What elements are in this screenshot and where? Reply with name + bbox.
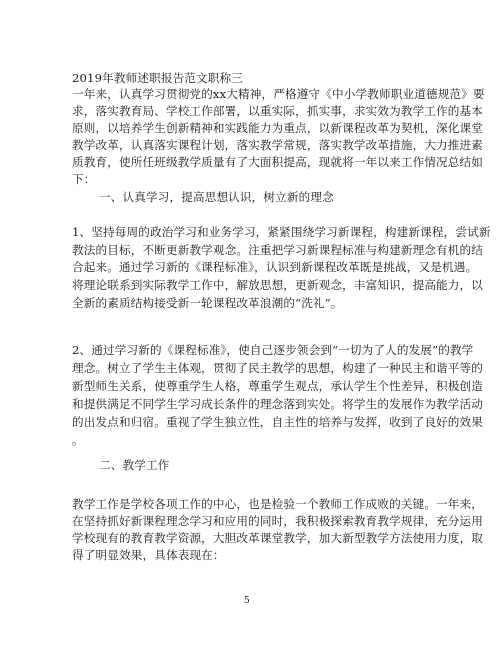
section2-line: 得了明显效果，具体表现在： xyxy=(72,548,225,562)
item1-line: 将理论联系到实际教学工作中，解放思想，更新观念，丰富知识，提高能力，以 xyxy=(72,278,484,292)
item1-line: 1、坚持每周的政治学习和业务学习，紧紧围绕学习新课程，构建新课程，尝试新 xyxy=(72,225,491,239)
intro-line: 求，落实教育局、学校工作部署，以重实际，抓实事，求实效为教学工作的基本 xyxy=(72,104,484,118)
item1-line: 合起来。通过学习新的《课程标准》，认识到新课程改革既是挑战，又是机遇。 xyxy=(72,260,478,274)
section2-line: 学校现有的教育教学资源，大胆改革课堂教学，加大新型教学方法使用力度，取 xyxy=(72,531,484,545)
intro-line: 一年来，认真学习贯彻党的xx大精神，严格遵守《中小学教师职业道德规范》要 xyxy=(72,87,485,101)
item2-line: 和提供满足不同学生学习成长条件的理念落到实处。将学生的发展作为教学活动 xyxy=(72,397,484,411)
item2-line: 理念。树立了学生主体观，贯彻了民主教学的思想，构建了一种民主和谐平等的 xyxy=(72,361,484,375)
item2-line: 2、通过学习新的《课程标准》，使自己逐步领会到“一切为了人的发展”的教学 xyxy=(72,343,474,357)
item1-line: 教法的目标，不断更新教学观念。注重把学习新课程标准与构建新理念有机的结 xyxy=(72,243,484,257)
item1-line: 全新的素质结构接受新一轮课程改革浪潮的“洗礼”。 xyxy=(72,296,343,310)
section2-line: 教学工作是学校各项工作的中心，也是检验一个教师工作成败的关键。一年来， xyxy=(72,497,484,511)
page-number: 5 xyxy=(244,596,250,606)
section-heading-1: 一、认真学习，提高思想认识，树立新的理念 xyxy=(99,190,334,204)
intro-line: 原则，以培养学生创新精神和实践能力为重点，以新课程改革为契机，深化课堂 xyxy=(72,121,484,135)
intro-line: 质教育，使所任班级教学质量有了大面积提高，现就将一年以来工作情况总结如 xyxy=(72,155,484,169)
item2-line: 的出发点和归宿。重视了学生独立性，自主性的培养与发挥，收到了良好的效果 xyxy=(72,415,484,429)
section-heading-2: 二、教学工作 xyxy=(99,458,170,472)
section2-line: 在坚持抓好新课程理念学习和应用的同时，我积极探索教育教学规律，充分运用 xyxy=(72,514,484,528)
document-title: 2019年教师述职报告范文职称三 xyxy=(72,71,244,85)
item2-line: 新型师生关系，使尊重学生人格，尊重学生观点，承认学生个性差异，积极创造 xyxy=(72,379,484,393)
intro-line: 教学改革，认真落实课程计划，落实教学常规，落实教学改革措施，大力推进素 xyxy=(72,138,484,152)
item2-line: 。 xyxy=(72,433,84,447)
intro-line: 下： xyxy=(72,172,96,186)
